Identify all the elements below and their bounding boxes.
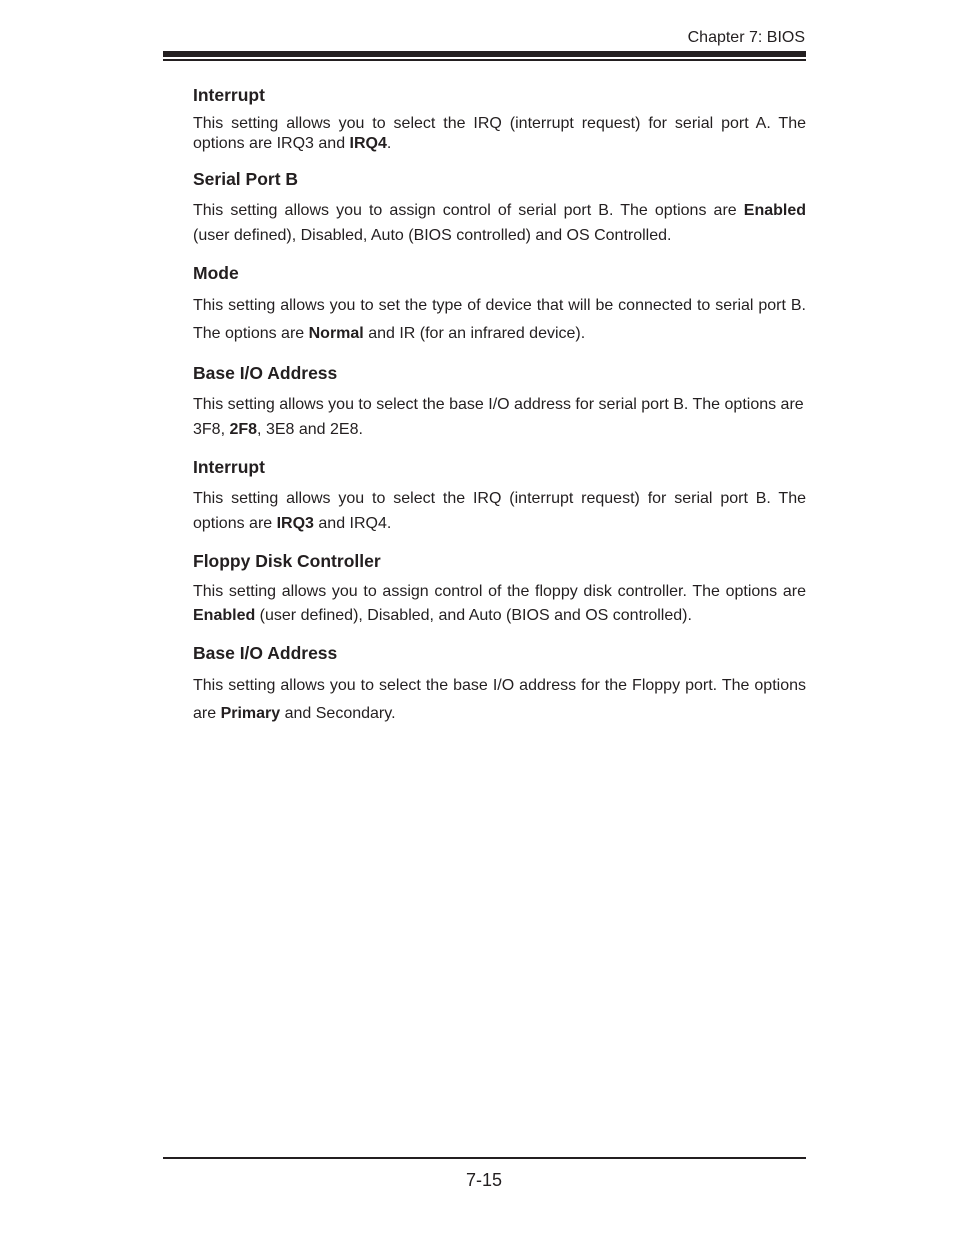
running-header-chapter: Chapter 7: BIOS [687,29,805,46]
section-heading: Mode [193,263,239,283]
section-base-io-serial-b [193,362,806,442]
header-rule-thin [163,59,806,61]
section-serial-port-b [193,168,806,248]
section-heading: Floppy Disk Controller [193,551,381,571]
section-paragraph: This setting allows you to select the IRQ (interrupt request) for serial port B. The options are IRQ3 and IRQ4. [193,490,806,532]
section-paragraph: This setting allows you to select the base I/O address for serial port B. The options are 3F8, 2F8, 3E8 and 2E8. [193,396,804,438]
section-interrupt-serial-b [193,456,806,536]
page-number: 7-15 [465,1170,503,1190]
header-rule-thick [163,51,806,57]
section-mode [193,262,806,348]
section-floppy-disk-controller [193,550,806,628]
page-body [193,84,806,742]
section-paragraph: This setting allows you to select the IRQ (interrupt request) for serial port A. The options are IRQ3 and IRQ4. [193,115,806,152]
section-paragraph: This setting allows you to assign control of serial port B. The options are Enabled (user defined), Disabled, Auto (BIOS controlled) and OS Controlled. [193,202,806,244]
section-paragraph: This setting allows you to select the base I/O address for the Floppy port. The options are Primary and Secondary. [193,677,806,722]
section-paragraph: This setting allows you to assign control of the floppy disk controller. The options are Enabled (user defined), Disabled, and Auto (BIOS and OS controlled). [193,583,806,624]
section-heading: Base I/O Address [193,363,338,383]
section-heading: Base I/O Address [193,643,338,663]
section-interrupt-serial-a [193,84,806,154]
section-heading: Serial Port B [193,169,299,189]
section-heading: Interrupt [193,457,265,477]
footer-rule [163,1157,806,1159]
section-base-io-floppy [193,642,806,728]
section-heading: Interrupt [193,85,265,105]
section-paragraph: This setting allows you to set the type of device that will be connected to serial port B. The options are Normal and IR (for an infrared device). [193,297,806,342]
